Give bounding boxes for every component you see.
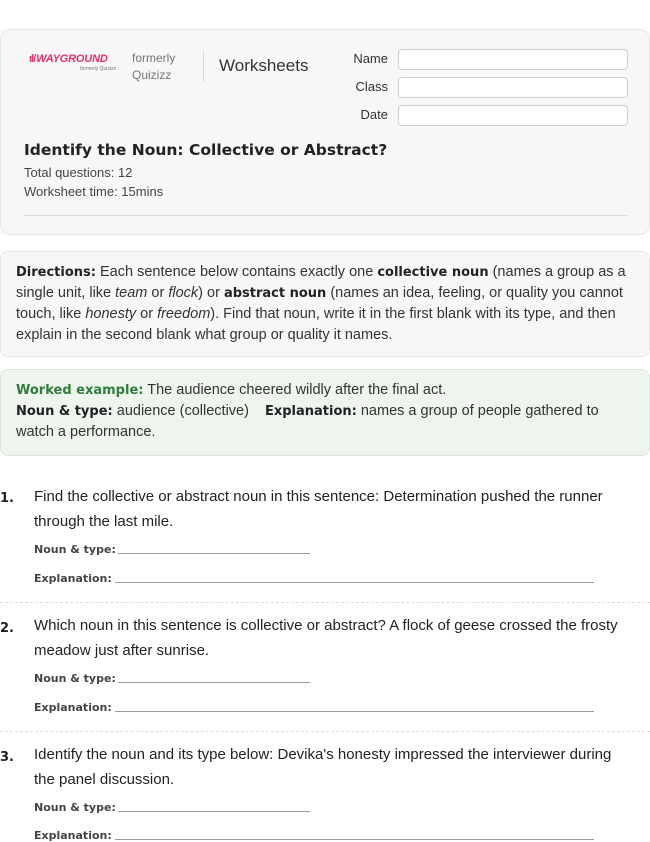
- directions-text: or: [136, 306, 158, 322]
- class-field[interactable]: [398, 77, 628, 98]
- noun-type-answer-line[interactable]: [118, 811, 310, 812]
- question-number: 2.: [0, 621, 14, 636]
- example-noun-value: audience (collective): [112, 403, 249, 419]
- directions-text: ). Find that noun, write it in the first blank with its type, and then explain in the second blank what group or quality it names.: [16, 306, 616, 343]
- explanation-answer-line[interactable]: [115, 582, 594, 583]
- example-word: honesty: [85, 306, 137, 322]
- logo-text: WAYGROUND: [36, 53, 108, 65]
- example-word: flock: [168, 285, 199, 301]
- example-explanation-label: Explanation:: [264, 404, 357, 419]
- directions-text: (names a group as a single unit, like: [16, 264, 626, 301]
- directions-text: ) or: [198, 285, 224, 301]
- question-text: Find the collective or abstract noun in this sentence: Determination pushed the runner through the last mile.: [34, 488, 603, 530]
- logo-subtext: formerly Quizizz: [80, 66, 116, 72]
- name-label: Name: [353, 51, 388, 66]
- directions-text: (names an idea, feeling, or quality you cannot touch, like: [16, 285, 623, 322]
- worked-example-box: [0, 369, 650, 456]
- date-label: Date: [360, 107, 388, 122]
- example-word: freedom: [157, 306, 211, 322]
- noun-type-answer-line[interactable]: [118, 682, 310, 683]
- explanation-answer-line[interactable]: [115, 839, 594, 840]
- directions-text: Each sentence below contains exactly one: [95, 264, 378, 280]
- question-number: 1.: [0, 491, 14, 506]
- explanation-label: Explanation:: [34, 701, 112, 714]
- logo-bars-icon: ıl/: [29, 53, 36, 65]
- date-field[interactable]: [398, 105, 628, 126]
- worksheet-time: Worksheet time: 15mins: [24, 184, 164, 199]
- explanation-answer-line[interactable]: [115, 711, 594, 712]
- noun-type-answer-line[interactable]: [118, 553, 310, 554]
- directions-text: or: [147, 285, 169, 301]
- explanation-label: Explanation:: [34, 572, 112, 585]
- worksheet-header: [0, 29, 650, 235]
- noun-type-label: Noun & type:: [34, 801, 116, 814]
- question-text: Which noun in this sentence is collective or abstract? A flock of geese crossed the frosty meadow just after sunrise.: [34, 617, 618, 659]
- noun-type-label: Noun & type:: [34, 672, 116, 685]
- worked-example-label: Worked example:: [16, 383, 144, 398]
- directions-label: Directions:: [16, 265, 96, 280]
- noun-type-label: Noun & type:: [34, 543, 116, 556]
- wayground-logo: [29, 53, 119, 72]
- class-label: Class: [355, 79, 388, 94]
- explanation-label: Explanation:: [34, 829, 112, 842]
- question-separator: [0, 602, 650, 603]
- abstract-noun-term: abstract noun: [223, 286, 327, 301]
- example-noun-label: Noun & type:: [16, 404, 113, 419]
- header-bottom-divider: [24, 215, 628, 216]
- name-field[interactable]: [398, 49, 628, 70]
- worked-example-sentence: The audience cheered wildly after the final act.: [143, 382, 447, 398]
- example-word: team: [115, 285, 148, 301]
- worksheet-title: Identify the Noun: Collective or Abstract?: [24, 141, 388, 159]
- example-explanation-value: names a group of people gathered to watch a performance.: [16, 403, 599, 440]
- formerly-text: formerly Quizizz: [132, 51, 176, 82]
- section-label: Worksheets: [219, 56, 309, 75]
- question-number: 3.: [0, 750, 14, 765]
- total-questions: Total questions: 12: [24, 165, 133, 180]
- question-separator: [0, 731, 650, 732]
- header-divider: [203, 51, 204, 82]
- collective-noun-term: collective noun: [377, 265, 489, 280]
- directions-box: [0, 251, 650, 357]
- question-text: Identify the noun and its type below: Devika's honesty impressed the interviewer during the panel discussion.: [34, 746, 612, 788]
